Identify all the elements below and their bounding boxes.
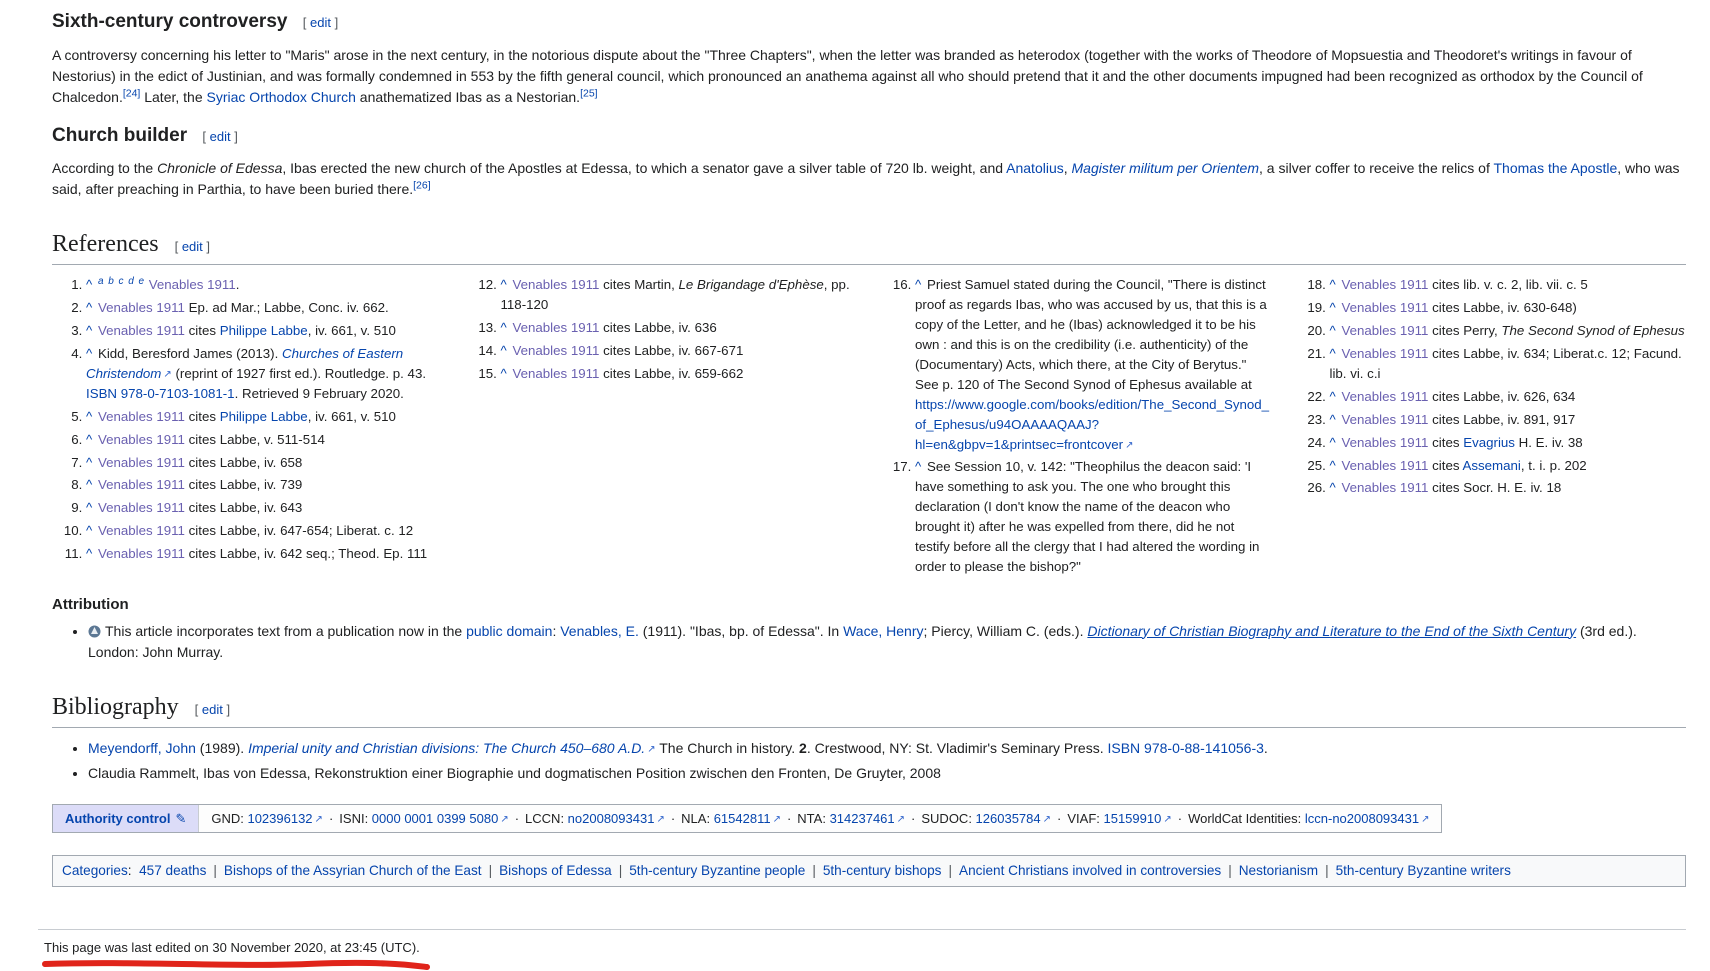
authority-control-entries [199, 805, 1441, 833]
references-column-4 [1296, 275, 1687, 580]
edit-bracket-close: ] [230, 128, 238, 144]
red-underline-annotation [42, 958, 432, 971]
authority-separator: · [1177, 810, 1183, 826]
backlink-letter[interactable]: e [138, 275, 146, 287]
attribution-heading: Attribution [52, 596, 129, 614]
backlink-caret[interactable]: ^ [86, 299, 93, 315]
text-segment: H. E. iv. 38 [1514, 434, 1583, 450]
wiki-link[interactable]: Venables 1911 [512, 365, 600, 381]
category-link[interactable]: Ancient Christians involved in controversies [959, 863, 1222, 879]
reference-text [1341, 323, 1684, 338]
wiki-link[interactable]: Dictionary of Christian Biography and Literature to the End of the Sixth Century [1087, 622, 1577, 639]
authority-entry [1067, 811, 1171, 826]
reference-item [1330, 298, 1687, 318]
edit-section [303, 15, 338, 30]
authority-entry-value-link[interactable]: 61542811 [713, 810, 771, 826]
text-segment: Le Brigandage d'Ephèse [678, 277, 824, 292]
text-segment: (3rd ed.). London: John Murray. [88, 622, 1637, 660]
text-segment: 2 [799, 739, 807, 756]
attribution-text [88, 623, 1637, 660]
reference-item [1330, 433, 1687, 453]
reference-item [86, 275, 443, 295]
category-separator: | [1228, 863, 1232, 879]
wiki-link[interactable]: Assemani [1462, 457, 1521, 473]
reference-item [86, 344, 443, 404]
reference-text [149, 277, 240, 292]
text-segment: A controversy concerning his letter to "Maris" arose in the next century, in the notorious dispute about the "Three Chapters", when the letter was branded as heterodox (together with the works of Theodore of Mopsuestia and Theodoret's writings in favour of Nestorius) in the edict of Justinian, and was formally condemned in 553 by the fifth general council, which pronounced an anathema against all who should pretend that it and the other documents impugned had been recognized as orthodox by the Council of Chalcedon. [52, 46, 1643, 105]
text-segment: According to the [52, 160, 158, 176]
category-separator: | [618, 863, 623, 879]
backlink-caret[interactable]: ^ [86, 408, 93, 424]
text-segment: cites Labbe, iv. 642 seq.; Theod. Ep. 111 [184, 546, 428, 562]
wiki-link[interactable]: Imperial unity and Christian divisions: The Church 450–680 A.D. [248, 739, 646, 756]
edit-link[interactable]: edit [209, 128, 231, 144]
authority-entry-label: WorldCat Identities: [1188, 810, 1305, 826]
wiki-link[interactable]: Magister militum per Orientem [1071, 160, 1260, 176]
authority-entry [1188, 811, 1429, 826]
text-segment: Later, the [140, 88, 207, 105]
wiki-link[interactable]: Churches of Eastern Christendom [86, 345, 404, 381]
wiki-link[interactable]: Venables 1911 [1341, 457, 1429, 473]
wiki-link[interactable]: ISBN 978-0-88-141056-3 [1107, 739, 1264, 756]
wiki-link[interactable]: https://www.google.com/books/edition/The_Second_Synod_of_Ephesus/u94OAAAAQAAJ?hl=en&gbpv=1&printsec=frontcover [915, 396, 1270, 452]
text-segment: cites Labbe, iv. 891, 917 [1428, 411, 1576, 427]
text-segment: Kidd, Beresford James (2013). [97, 345, 282, 361]
backlink-caret[interactable]: ^ [86, 454, 93, 470]
reference-item [915, 275, 1272, 454]
text-segment: cites Martin, [599, 277, 679, 292]
backlink-caret[interactable]: ^ [86, 523, 93, 539]
text-segment: cites lib. v. c. 2, lib. vii. c. 5 [1428, 277, 1588, 292]
wiki-link[interactable]: Venables 1911 [97, 408, 185, 424]
reference-item [86, 498, 443, 518]
text-segment: cites Labbe, iv. 647-654; Liberat. c. 12 [184, 523, 414, 539]
backlink-caret[interactable]: ^ [500, 365, 507, 381]
authority-entry-label: NLA: [681, 810, 714, 826]
reference-item [1330, 410, 1687, 430]
reference-text [512, 320, 716, 335]
authority-entry-value-link[interactable]: no2008093431 [567, 810, 655, 826]
authority-separator: · [786, 810, 792, 826]
wiki-link[interactable]: Venables 1911 [1341, 434, 1429, 450]
reference-text [512, 343, 743, 358]
text-segment: The Church in history. [655, 739, 800, 756]
text-segment: Chronicle of Edessa [157, 160, 283, 176]
authority-control-label [53, 805, 199, 833]
external-link-icon: ↗ [500, 813, 509, 825]
external-link-icon: ↗ [163, 368, 172, 380]
authority-entry-value-link[interactable]: 15159910 [1103, 810, 1162, 826]
category-link[interactable]: 5th-century Byzantine writers [1335, 863, 1511, 879]
text-segment: cites [1428, 434, 1464, 450]
reference-text [915, 277, 1269, 452]
reference-item [1330, 275, 1687, 295]
authority-entry [339, 811, 508, 826]
authority-separator: · [670, 810, 676, 826]
category-separator: | [213, 863, 217, 879]
reference-text [98, 477, 302, 492]
authority-entry [211, 811, 323, 826]
wiki-link[interactable]: Meyendorff, John [88, 739, 196, 756]
reference-item [1330, 344, 1687, 384]
edit-section [195, 702, 230, 717]
authority-entry [525, 811, 665, 826]
text-segment: cites Labbe, iv. 634; Liberat.c. 12; Facund. lib. vi. c.i [1329, 345, 1682, 381]
edit-bracket-close: ] [222, 701, 231, 717]
wiki-link[interactable]: Venables 1911 [148, 277, 236, 292]
section-title: References [52, 231, 159, 257]
authority-entry-label: SUDOC: [921, 810, 976, 826]
category-separator: | [488, 863, 493, 879]
edit-section [175, 239, 210, 254]
wiki-link[interactable]: Venables 1911 [97, 546, 185, 562]
reference-item [501, 275, 858, 315]
authority-entry [921, 811, 1051, 826]
edit-link[interactable]: edit [201, 701, 223, 717]
church-builder-paragraph [52, 158, 1686, 200]
edit-pencil-icon[interactable]: ✎ [175, 810, 187, 826]
text-segment: cites [184, 408, 220, 424]
reference-text [1341, 389, 1575, 404]
references-column-3 [881, 275, 1272, 580]
authority-entry-label: GND: [211, 810, 248, 826]
text-segment: : [552, 622, 561, 639]
attribution-list [74, 621, 1686, 663]
text-segment: (1911). "Ibas, bp. of Edessa". In [638, 622, 844, 639]
bibliography-item [88, 763, 1686, 784]
text-segment: cites Labbe, iv. 658 [184, 454, 303, 470]
text-segment: . Crestwood, NY: St. Vladimir's Seminary Press. [806, 739, 1108, 756]
wiki-link[interactable]: Anatolius [1006, 160, 1064, 176]
wiki-link[interactable]: Evagrius [1463, 434, 1515, 450]
text-segment: cites Labbe, v. 511-514 [184, 431, 325, 447]
text-segment: cites Labbe, iv. 626, 634 [1428, 388, 1576, 404]
text-segment: , Ibas erected the new church of the Apostles at Edessa, to which a senator gave a silver table of 720 lb. weight, and [282, 160, 1007, 176]
wiki-link[interactable]: Venables 1911 [1341, 480, 1429, 496]
category-link[interactable]: 5th-century Byzantine people [629, 863, 806, 879]
external-link-icon: ↗ [656, 813, 665, 825]
reference-item [501, 341, 858, 361]
backlink-caret[interactable]: ^ [86, 322, 93, 338]
reference-text [915, 459, 1259, 574]
backlink-letter[interactable]: c [118, 275, 125, 287]
authority-entry-value-link[interactable]: 102396132 [247, 810, 313, 826]
section-heading-sixth-century-controversy [52, 8, 1686, 37]
text-segment: cites Labbe, iv. 659-662 [599, 365, 744, 381]
backlink-letter[interactable]: d [128, 275, 135, 287]
backlink-caret[interactable]: ^ [1329, 322, 1336, 338]
reference-text [98, 500, 302, 515]
bibliography-item [88, 738, 1686, 759]
wiki-link[interactable]: Venables 1911 [97, 477, 185, 493]
text-segment: Claudia Rammelt, Ibas von Edessa, Rekonstruktion einer Biographie und dogmatischen Position zwischen den Fronten, De Gruyter, 2008 [88, 764, 941, 781]
backlink-caret[interactable]: ^ [1329, 299, 1336, 315]
wiki-link[interactable]: Venables, E. [560, 622, 639, 639]
reference-text [98, 300, 389, 315]
external-link-icon: ↗ [896, 813, 906, 825]
text-segment: cites Labbe, iv. 643 [184, 500, 303, 516]
reference-item [86, 453, 443, 473]
section-heading-references [52, 226, 1686, 265]
reference-item [915, 457, 1272, 577]
footnote-ref-link[interactable]: [24] [122, 86, 141, 99]
backlink-caret[interactable]: ^ [86, 431, 93, 447]
external-link-icon: ↗ [1421, 813, 1430, 825]
backlink-caret[interactable]: ^ [1329, 480, 1336, 496]
categories-colon: : [127, 863, 132, 879]
text-segment: , who was said, after preaching in Parthia, to have been buried there. [52, 160, 1680, 197]
text-segment: . Retrieved 9 February 2020. [234, 385, 404, 401]
backlink-caret[interactable]: ^ [1329, 434, 1336, 450]
reference-text [1341, 412, 1575, 427]
authority-entry-value-link[interactable]: 314237461 [829, 810, 895, 826]
backlink-caret[interactable]: ^ [500, 319, 507, 335]
external-link-icon: ↗ [314, 813, 323, 825]
footnote-ref-link[interactable]: [26] [413, 179, 431, 192]
reference-text [1341, 435, 1582, 450]
text-segment: , a silver coffer to receive the relics of [1259, 160, 1494, 176]
reference-item [86, 544, 443, 564]
text-segment: , t. i. p. 202 [1520, 457, 1587, 473]
reference-text [98, 546, 427, 561]
text-segment: cites Perry, [1428, 322, 1502, 338]
authority-entry [797, 811, 905, 826]
categories-bar [52, 855, 1686, 887]
authority-control-box [52, 804, 1442, 834]
wiki-link[interactable]: Philippe Labbe [219, 322, 308, 338]
wiki-link[interactable]: public domain [466, 622, 553, 639]
backlink-caret[interactable]: ^ [915, 459, 922, 475]
wiki-link[interactable]: Venables 1911 [1341, 388, 1429, 404]
wiki-link[interactable]: Venables 1911 [97, 431, 185, 447]
reference-text [1341, 480, 1561, 495]
edit-bracket-open: [ [202, 128, 210, 144]
authority-separator: · [328, 810, 334, 826]
reference-item [1330, 456, 1687, 476]
backlink-caret[interactable]: ^ [86, 500, 93, 516]
reference-text [98, 523, 413, 538]
wiki-link[interactable]: Venables 1911 [1341, 277, 1429, 292]
references-list [52, 275, 1686, 580]
authority-entry-value-link[interactable]: 0000 0001 0399 5080 [371, 810, 499, 826]
text-segment: cites Socr. H. E. iv. 18 [1428, 480, 1562, 496]
reference-text [98, 323, 396, 338]
reference-text [98, 455, 302, 470]
wiki-link[interactable]: Wace, Henry [843, 622, 924, 639]
reference-text [86, 346, 426, 401]
external-link-icon: ↗ [772, 813, 781, 825]
wikisource-icon [88, 623, 101, 636]
backlink-caret[interactable]: ^ [86, 477, 93, 493]
wiki-link[interactable]: Venables 1911 [97, 454, 185, 470]
reference-item [86, 298, 443, 318]
wiki-link[interactable]: Venables 1911 [512, 342, 600, 358]
backlink-letter[interactable]: b [108, 275, 115, 287]
wiki-link[interactable]: ISBN 978-0-7103-1081-1 [86, 385, 235, 401]
backlink-caret[interactable]: ^ [1329, 411, 1336, 427]
edit-bracket-open: [ [194, 701, 202, 717]
reference-text [1341, 277, 1587, 292]
backlink-caret[interactable]: ^ [1329, 457, 1336, 473]
text-segment: cites Labbe, iv. 739 [184, 477, 303, 493]
wiki-link[interactable]: Venables 1911 [97, 523, 185, 539]
text-segment: ; Piercy, William C. (eds.). [923, 622, 1088, 639]
authority-entry-value-link[interactable]: 126035784 [975, 810, 1041, 826]
page-footer [38, 929, 1686, 971]
reference-text [501, 277, 850, 312]
wiki-link[interactable]: Venables 1911 [97, 299, 185, 315]
authority-entry-label: VIAF: [1067, 810, 1104, 826]
text-segment: , iv. 661, v. 510 [307, 408, 396, 424]
category-separator: | [948, 863, 953, 879]
reference-item [501, 318, 858, 338]
external-link-icon: ↗ [647, 743, 656, 755]
authority-entry-label: NTA: [797, 810, 830, 826]
authority-control-link[interactable]: Authority control [65, 810, 171, 826]
category-link[interactable]: 5th-century bishops [822, 863, 942, 879]
reference-text [1330, 346, 1682, 381]
authority-entry-value-link[interactable]: lccn-no2008093431 [1304, 810, 1420, 826]
reference-item [86, 430, 443, 450]
footnote-ref-link[interactable]: [25] [580, 86, 598, 99]
reference-item [1330, 478, 1687, 498]
edit-bracket-close: ] [330, 15, 339, 30]
reference-text [1341, 300, 1576, 315]
reference-text [98, 409, 396, 424]
text-segment: , [1063, 160, 1072, 176]
category-link[interactable]: Nestorianism [1238, 863, 1319, 879]
backlink-caret[interactable]: ^ [86, 345, 93, 361]
text-segment: cites Labbe, iv. 667-671 [599, 342, 744, 358]
text-segment: See Session 10, v. 142: "Theophilus the deacon said: 'I have something to ask you. The one who brought this declaration (I don't know the name of the deacon who brought it) after he was expelled from there, did he not testify before all the clergy that I had altered the wording in order to please the bishop?" [915, 459, 1260, 575]
external-link-icon: ↗ [1125, 439, 1134, 451]
edit-bracket-open: [ [174, 239, 182, 254]
wiki-link[interactable]: Syriac Orthodox Church [206, 88, 356, 105]
reference-item [1330, 387, 1687, 407]
reference-item [86, 475, 443, 495]
text-segment: (reprint of 1927 first ed.). Routledge. p. 43. [171, 365, 427, 381]
text-segment: , iv. 661, v. 510 [307, 322, 396, 338]
text-segment: cites [184, 322, 220, 338]
reference-item [501, 364, 858, 384]
text-segment: cites Labbe, iv. 630-648) [1428, 299, 1577, 315]
authority-entry-label: LCCN: [525, 810, 568, 826]
references-column-1 [52, 275, 443, 580]
text-segment: cites [1428, 457, 1463, 473]
wiki-link[interactable]: Thomas the Apostle [1493, 160, 1618, 176]
section-heading-bibliography [52, 689, 1686, 728]
bibliography-list [74, 738, 1686, 784]
section-title: Sixth-century controversy [52, 11, 288, 32]
authority-entry-label: ISNI: [339, 810, 372, 826]
reference-text [512, 366, 743, 381]
text-segment: Priest Samuel stated during the Council, "There is distinct proof as regards Ibas, who was accused by us, that this is a copy of the Letter, and he (Ibas) acknowledged it to be his own : and this is on the credibility (i.e. authenticity) of the (Documentary) Acts, which there, at the City of Berytus." See p. 120 of The Second Synod of Ephesus available at [915, 277, 1267, 392]
edit-bracket-close: ] [202, 239, 211, 254]
external-link-icon: ↗ [1163, 813, 1172, 825]
reference-item [86, 521, 443, 541]
wiki-link[interactable]: Venables 1911 [1341, 411, 1429, 427]
wiki-link[interactable]: Philippe Labbe [219, 408, 308, 424]
authority-separator: · [1057, 810, 1062, 826]
text-segment: , pp. 118-120 [500, 277, 850, 312]
category-link[interactable]: Bishops of the Assyrian Church of the East [223, 863, 482, 879]
authority-entry [681, 811, 781, 826]
backlink-caret[interactable]: ^ [500, 342, 507, 358]
text-segment: . [1263, 739, 1268, 756]
wiki-link[interactable]: Venables 1911 [97, 322, 185, 338]
category-separator: | [812, 863, 816, 879]
section-title: Church builder [52, 124, 188, 146]
text-segment: Ep. ad Mar.; Labbe, Conc. iv. 662. [184, 299, 389, 315]
references-column-2 [467, 275, 858, 580]
wiki-link[interactable]: Venables 1911 [1341, 345, 1429, 361]
reference-text [98, 432, 325, 447]
text-segment: anathematized Ibas as a Nestorian. [355, 88, 581, 105]
backlink-letter[interactable]: a [97, 275, 105, 287]
reference-item [86, 321, 443, 341]
backlink-caret[interactable]: ^ [1329, 277, 1336, 292]
reference-item [86, 407, 443, 427]
category-link[interactable]: Bishops of Edessa [499, 863, 612, 879]
text-segment: This article incorporates text from a publication now in the [105, 622, 467, 639]
edit-bracket-open: [ [302, 15, 310, 30]
text-segment: . [235, 277, 240, 292]
category-separator: | [1325, 863, 1329, 879]
categories-link[interactable]: Categories [62, 863, 128, 879]
wiki-link[interactable]: Venables 1911 [1341, 299, 1429, 315]
edit-section [202, 129, 237, 144]
section-heading-church-builder [52, 122, 1686, 151]
authority-separator: · [911, 810, 916, 826]
backlink-caret[interactable]: ^ [1329, 345, 1336, 361]
reference-text [1341, 458, 1586, 473]
wiki-link[interactable]: Venables 1911 [1341, 322, 1429, 338]
text-segment: cites Labbe, iv. 636 [599, 319, 717, 335]
category-links [139, 863, 1511, 878]
text-segment: The Second Synod of Ephesus [1501, 322, 1685, 338]
reference-item [1330, 321, 1687, 341]
section-title: Bibliography [52, 693, 179, 720]
last-edited-text: This page was last edited on 30 November 2020, at 23:45 (UTC). [44, 940, 420, 956]
category-link[interactable]: 457 deaths [139, 863, 207, 879]
edit-link[interactable]: edit [181, 239, 203, 254]
wiki-link[interactable]: Venables 1911 [512, 319, 600, 335]
edit-link[interactable]: edit [309, 15, 331, 30]
wiki-link[interactable]: Venables 1911 [512, 277, 600, 292]
backlink-caret[interactable]: ^ [915, 277, 922, 292]
backlink-caret[interactable]: ^ [500, 277, 507, 292]
controversy-paragraph [52, 45, 1686, 108]
authority-separator: · [514, 810, 520, 826]
backlink-caret[interactable]: ^ [1329, 388, 1336, 404]
attribution-item [88, 621, 1686, 663]
backlink-caret[interactable]: ^ [86, 277, 93, 292]
text-segment: (1989). [195, 739, 249, 756]
wiki-link[interactable]: Venables 1911 [97, 500, 185, 516]
external-link-icon: ↗ [1042, 813, 1052, 825]
backlink-caret[interactable]: ^ [86, 546, 93, 562]
